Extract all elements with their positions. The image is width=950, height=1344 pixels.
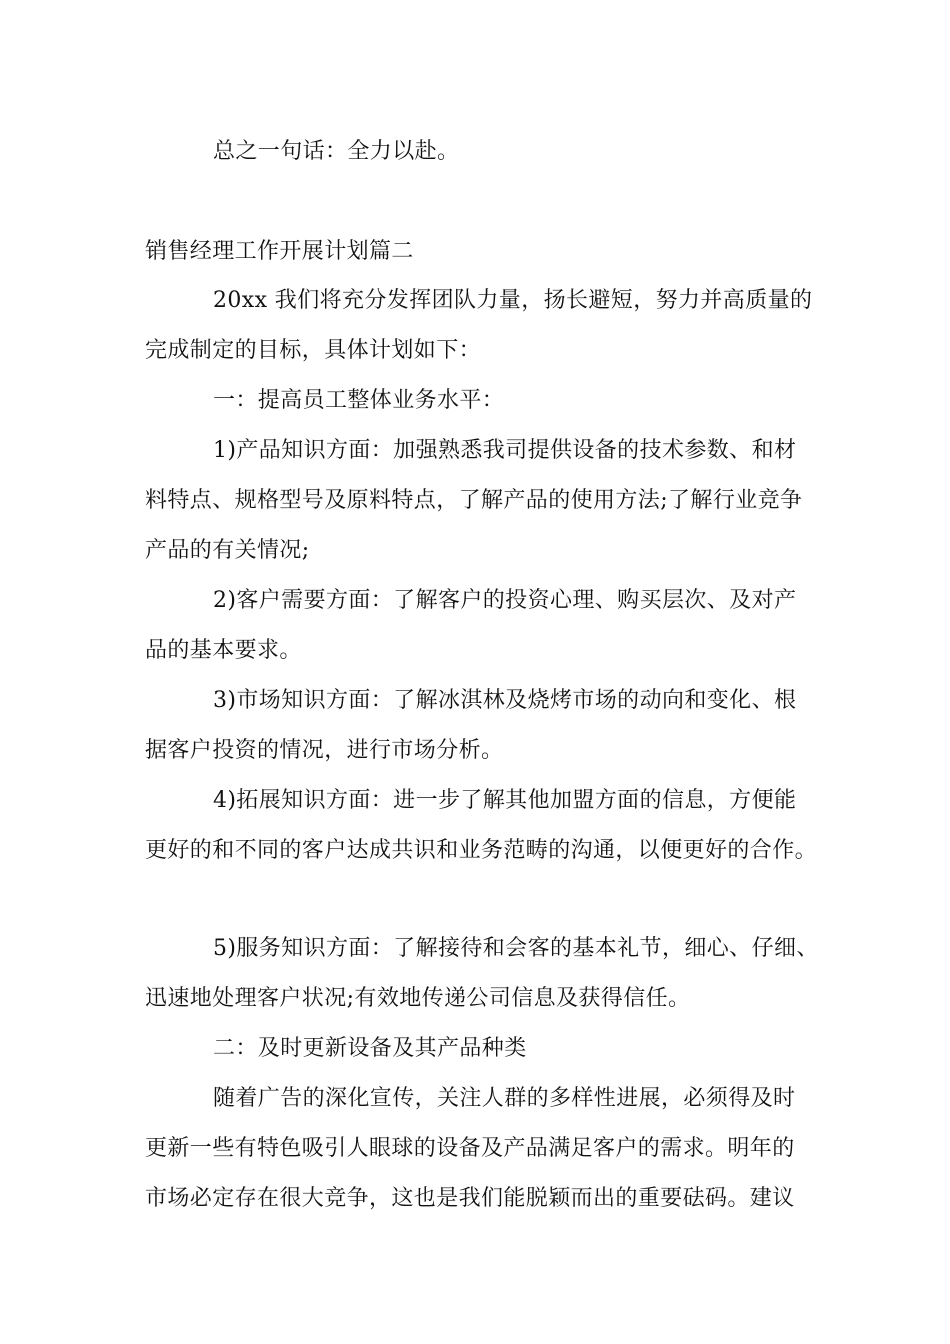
paragraph-line: 4)拓展知识方面：进一步了解其他加盟方面的信息，方便能: [213, 788, 797, 813]
paragraph-line: 1)产品知识方面：加强熟悉我司提供设备的技术参数、和材: [213, 438, 797, 463]
paragraph-line: 产品的有关情况;: [145, 538, 310, 563]
paragraph-line: 完成制定的目标，具体计划如下：: [145, 338, 482, 363]
paragraph-line: 料特点、规格型号及原料特点，了解产品的使用方法;了解行业竞争: [145, 488, 803, 513]
paragraph-line: 更好的和不同的客户达成共识和业务范畴的沟通，以便更好的合作。: [145, 838, 818, 863]
paragraph-line: 随着广告的深化宣传，关注人群的多样性进展，必须得及时: [213, 1086, 796, 1111]
paragraph-line: 5)服务知识方面：了解接待和会客的基本礼节，细心、仔细、: [213, 936, 819, 961]
section-heading: 销售经理工作开展计划篇二: [145, 239, 414, 264]
paragraph-line: 2)客户需要方面：了解客户的投资心理、购买层次、及对产: [213, 588, 797, 613]
paragraph-line: 更新一些有特色吸引人眼球的设备及产品满足客户的需求。明年的: [145, 1136, 795, 1161]
paragraph-line: 市场必定存在很大竞争，这也是我们能脱颖而出的重要砝码。建议: [145, 1186, 795, 1211]
paragraph-line: 迅速地处理客户状况;有效地传递公司信息及获得信任。: [145, 986, 691, 1011]
paragraph-line: 品的基本要求。: [145, 638, 302, 663]
paragraph-line: 据客户投资的情况，进行市场分析。: [145, 738, 504, 763]
closing-sentence: 总之一句话：全力以赴。: [213, 139, 460, 164]
subheading-1: 一：提高员工整体业务水平：: [213, 388, 505, 413]
paragraph-line: 3)市场知识方面：了解冰淇林及烧烤市场的动向和变化、根: [213, 688, 797, 713]
paragraph-line: 20xx 我们将充分发挥团队力量，扬长避短，努力并高质量的: [213, 288, 813, 313]
subheading-2: 二：及时更新设备及其产品种类: [213, 1036, 527, 1061]
